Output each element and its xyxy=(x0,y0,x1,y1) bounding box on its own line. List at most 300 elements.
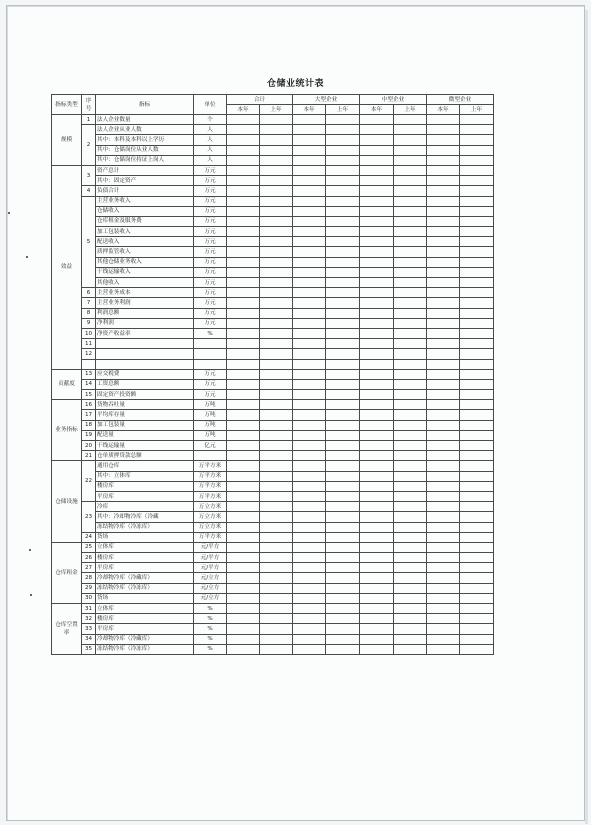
value-cell[interactable] xyxy=(360,278,394,288)
value-cell[interactable] xyxy=(260,359,293,369)
value-cell[interactable] xyxy=(427,390,460,400)
value-cell[interactable] xyxy=(427,288,460,298)
value-cell[interactable] xyxy=(460,227,494,237)
value-cell[interactable] xyxy=(260,237,293,247)
value-cell[interactable] xyxy=(460,145,494,155)
value-cell[interactable] xyxy=(360,410,394,420)
value-cell[interactable] xyxy=(227,369,260,379)
value-cell[interactable] xyxy=(394,186,427,196)
value-cell[interactable] xyxy=(394,155,427,165)
value-cell[interactable] xyxy=(460,115,494,125)
value-cell[interactable] xyxy=(394,257,427,267)
value-cell[interactable] xyxy=(227,288,260,298)
value-cell[interactable] xyxy=(326,135,360,145)
value-cell[interactable] xyxy=(360,165,394,175)
value-cell[interactable] xyxy=(260,512,293,522)
value-cell[interactable] xyxy=(427,461,460,471)
value-cell[interactable] xyxy=(394,145,427,155)
value-cell[interactable] xyxy=(227,349,260,359)
value-cell[interactable] xyxy=(394,390,427,400)
value-cell[interactable] xyxy=(227,532,260,542)
value-cell[interactable] xyxy=(326,441,360,451)
value-cell[interactable] xyxy=(394,491,427,501)
value-cell[interactable] xyxy=(260,288,293,298)
value-cell[interactable] xyxy=(227,624,260,634)
value-cell[interactable] xyxy=(260,247,293,257)
value-cell[interactable] xyxy=(360,267,394,277)
value-cell[interactable] xyxy=(394,461,427,471)
value-cell[interactable] xyxy=(227,227,260,237)
value-cell[interactable] xyxy=(260,583,293,593)
value-cell[interactable] xyxy=(227,298,260,308)
value-cell[interactable] xyxy=(460,481,494,491)
value-cell[interactable] xyxy=(427,614,460,624)
value-cell[interactable] xyxy=(427,298,460,308)
value-cell[interactable] xyxy=(460,624,494,634)
value-cell[interactable] xyxy=(260,339,293,349)
value-cell[interactable] xyxy=(460,308,494,318)
value-cell[interactable] xyxy=(460,257,494,267)
value-cell[interactable] xyxy=(360,206,394,216)
value-cell[interactable] xyxy=(227,359,260,369)
value-cell[interactable] xyxy=(360,593,394,603)
value-cell[interactable] xyxy=(427,176,460,186)
value-cell[interactable] xyxy=(394,542,427,552)
value-cell[interactable] xyxy=(427,624,460,634)
value-cell[interactable] xyxy=(326,512,360,522)
value-cell[interactable] xyxy=(227,145,260,155)
value-cell[interactable] xyxy=(227,451,260,461)
value-cell[interactable] xyxy=(427,491,460,501)
value-cell[interactable] xyxy=(326,196,360,206)
value-cell[interactable] xyxy=(460,176,494,186)
value-cell[interactable] xyxy=(394,481,427,491)
value-cell[interactable] xyxy=(427,196,460,206)
value-cell[interactable] xyxy=(360,400,394,410)
value-cell[interactable] xyxy=(427,512,460,522)
value-cell[interactable] xyxy=(326,522,360,532)
value-cell[interactable] xyxy=(293,573,326,583)
value-cell[interactable] xyxy=(360,196,394,206)
value-cell[interactable] xyxy=(227,410,260,420)
value-cell[interactable] xyxy=(326,339,360,349)
value-cell[interactable] xyxy=(394,410,427,420)
value-cell[interactable] xyxy=(394,644,427,654)
value-cell[interactable] xyxy=(326,553,360,563)
value-cell[interactable] xyxy=(227,379,260,389)
value-cell[interactable] xyxy=(360,461,394,471)
value-cell[interactable] xyxy=(460,400,494,410)
value-cell[interactable] xyxy=(360,532,394,542)
value-cell[interactable] xyxy=(293,278,326,288)
value-cell[interactable] xyxy=(260,125,293,135)
value-cell[interactable] xyxy=(227,512,260,522)
value-cell[interactable] xyxy=(360,542,394,552)
value-cell[interactable] xyxy=(227,328,260,338)
value-cell[interactable] xyxy=(394,522,427,532)
value-cell[interactable] xyxy=(427,502,460,512)
value-cell[interactable] xyxy=(460,471,494,481)
value-cell[interactable] xyxy=(360,237,394,247)
value-cell[interactable] xyxy=(227,614,260,624)
value-cell[interactable] xyxy=(326,644,360,654)
value-cell[interactable] xyxy=(326,237,360,247)
value-cell[interactable] xyxy=(293,176,326,186)
value-cell[interactable] xyxy=(394,451,427,461)
value-cell[interactable] xyxy=(427,644,460,654)
value-cell[interactable] xyxy=(427,634,460,644)
value-cell[interactable] xyxy=(394,227,427,237)
value-cell[interactable] xyxy=(427,553,460,563)
value-cell[interactable] xyxy=(360,624,394,634)
value-cell[interactable] xyxy=(460,430,494,440)
value-cell[interactable] xyxy=(326,471,360,481)
value-cell[interactable] xyxy=(360,186,394,196)
value-cell[interactable] xyxy=(260,176,293,186)
value-cell[interactable] xyxy=(260,634,293,644)
value-cell[interactable] xyxy=(293,369,326,379)
value-cell[interactable] xyxy=(360,308,394,318)
value-cell[interactable] xyxy=(460,583,494,593)
value-cell[interactable] xyxy=(360,257,394,267)
value-cell[interactable] xyxy=(326,369,360,379)
value-cell[interactable] xyxy=(394,593,427,603)
value-cell[interactable] xyxy=(427,420,460,430)
value-cell[interactable] xyxy=(260,390,293,400)
value-cell[interactable] xyxy=(260,604,293,614)
value-cell[interactable] xyxy=(293,491,326,501)
value-cell[interactable] xyxy=(260,145,293,155)
value-cell[interactable] xyxy=(260,451,293,461)
value-cell[interactable] xyxy=(260,308,293,318)
value-cell[interactable] xyxy=(293,563,326,573)
value-cell[interactable] xyxy=(326,563,360,573)
value-cell[interactable] xyxy=(293,247,326,257)
value-cell[interactable] xyxy=(427,227,460,237)
value-cell[interactable] xyxy=(260,379,293,389)
value-cell[interactable] xyxy=(360,115,394,125)
value-cell[interactable] xyxy=(394,604,427,614)
value-cell[interactable] xyxy=(360,349,394,359)
value-cell[interactable] xyxy=(427,328,460,338)
value-cell[interactable] xyxy=(326,115,360,125)
value-cell[interactable] xyxy=(394,471,427,481)
value-cell[interactable] xyxy=(260,369,293,379)
value-cell[interactable] xyxy=(260,267,293,277)
value-cell[interactable] xyxy=(360,441,394,451)
value-cell[interactable] xyxy=(293,512,326,522)
value-cell[interactable] xyxy=(394,400,427,410)
value-cell[interactable] xyxy=(326,176,360,186)
value-cell[interactable] xyxy=(260,328,293,338)
value-cell[interactable] xyxy=(293,165,326,175)
value-cell[interactable] xyxy=(293,186,326,196)
value-cell[interactable] xyxy=(427,532,460,542)
value-cell[interactable] xyxy=(293,155,326,165)
value-cell[interactable] xyxy=(394,512,427,522)
value-cell[interactable] xyxy=(326,532,360,542)
value-cell[interactable] xyxy=(360,390,394,400)
value-cell[interactable] xyxy=(460,512,494,522)
value-cell[interactable] xyxy=(326,542,360,552)
value-cell[interactable] xyxy=(394,247,427,257)
value-cell[interactable] xyxy=(326,410,360,420)
value-cell[interactable] xyxy=(427,563,460,573)
value-cell[interactable] xyxy=(326,491,360,501)
value-cell[interactable] xyxy=(427,573,460,583)
value-cell[interactable] xyxy=(427,257,460,267)
value-cell[interactable] xyxy=(260,216,293,226)
value-cell[interactable] xyxy=(427,379,460,389)
value-cell[interactable] xyxy=(227,420,260,430)
value-cell[interactable] xyxy=(260,563,293,573)
value-cell[interactable] xyxy=(293,532,326,542)
value-cell[interactable] xyxy=(326,481,360,491)
value-cell[interactable] xyxy=(360,359,394,369)
value-cell[interactable] xyxy=(227,237,260,247)
value-cell[interactable] xyxy=(460,298,494,308)
value-cell[interactable] xyxy=(227,155,260,165)
value-cell[interactable] xyxy=(227,644,260,654)
value-cell[interactable] xyxy=(326,288,360,298)
value-cell[interactable] xyxy=(394,115,427,125)
value-cell[interactable] xyxy=(460,614,494,624)
value-cell[interactable] xyxy=(460,644,494,654)
value-cell[interactable] xyxy=(360,288,394,298)
value-cell[interactable] xyxy=(326,155,360,165)
value-cell[interactable] xyxy=(326,165,360,175)
value-cell[interactable] xyxy=(460,441,494,451)
value-cell[interactable] xyxy=(427,155,460,165)
value-cell[interactable] xyxy=(227,135,260,145)
value-cell[interactable] xyxy=(293,227,326,237)
value-cell[interactable] xyxy=(460,135,494,145)
value-cell[interactable] xyxy=(293,410,326,420)
value-cell[interactable] xyxy=(293,318,326,328)
value-cell[interactable] xyxy=(427,583,460,593)
value-cell[interactable] xyxy=(360,145,394,155)
value-cell[interactable] xyxy=(427,339,460,349)
value-cell[interactable] xyxy=(427,481,460,491)
value-cell[interactable] xyxy=(394,328,427,338)
value-cell[interactable] xyxy=(360,451,394,461)
value-cell[interactable] xyxy=(293,481,326,491)
value-cell[interactable] xyxy=(326,216,360,226)
value-cell[interactable] xyxy=(260,135,293,145)
value-cell[interactable] xyxy=(260,624,293,634)
value-cell[interactable] xyxy=(326,206,360,216)
value-cell[interactable] xyxy=(394,614,427,624)
value-cell[interactable] xyxy=(394,308,427,318)
value-cell[interactable] xyxy=(394,359,427,369)
value-cell[interactable] xyxy=(460,237,494,247)
value-cell[interactable] xyxy=(227,461,260,471)
value-cell[interactable] xyxy=(460,410,494,420)
value-cell[interactable] xyxy=(326,400,360,410)
value-cell[interactable] xyxy=(427,186,460,196)
value-cell[interactable] xyxy=(360,227,394,237)
value-cell[interactable] xyxy=(427,125,460,135)
value-cell[interactable] xyxy=(394,441,427,451)
value-cell[interactable] xyxy=(394,583,427,593)
value-cell[interactable] xyxy=(260,298,293,308)
value-cell[interactable] xyxy=(260,410,293,420)
value-cell[interactable] xyxy=(427,165,460,175)
value-cell[interactable] xyxy=(260,461,293,471)
value-cell[interactable] xyxy=(227,430,260,440)
value-cell[interactable] xyxy=(460,532,494,542)
value-cell[interactable] xyxy=(326,349,360,359)
value-cell[interactable] xyxy=(227,216,260,226)
value-cell[interactable] xyxy=(260,227,293,237)
value-cell[interactable] xyxy=(460,461,494,471)
value-cell[interactable] xyxy=(460,165,494,175)
value-cell[interactable] xyxy=(360,298,394,308)
value-cell[interactable] xyxy=(360,328,394,338)
value-cell[interactable] xyxy=(394,288,427,298)
value-cell[interactable] xyxy=(360,430,394,440)
value-cell[interactable] xyxy=(394,532,427,542)
value-cell[interactable] xyxy=(360,502,394,512)
value-cell[interactable] xyxy=(360,644,394,654)
value-cell[interactable] xyxy=(326,379,360,389)
value-cell[interactable] xyxy=(394,196,427,206)
value-cell[interactable] xyxy=(326,604,360,614)
value-cell[interactable] xyxy=(260,257,293,267)
value-cell[interactable] xyxy=(260,186,293,196)
value-cell[interactable] xyxy=(460,502,494,512)
value-cell[interactable] xyxy=(326,502,360,512)
value-cell[interactable] xyxy=(460,196,494,206)
value-cell[interactable] xyxy=(227,583,260,593)
value-cell[interactable] xyxy=(260,420,293,430)
value-cell[interactable] xyxy=(394,634,427,644)
value-cell[interactable] xyxy=(227,471,260,481)
value-cell[interactable] xyxy=(227,308,260,318)
value-cell[interactable] xyxy=(427,430,460,440)
value-cell[interactable] xyxy=(293,216,326,226)
value-cell[interactable] xyxy=(427,206,460,216)
value-cell[interactable] xyxy=(394,318,427,328)
value-cell[interactable] xyxy=(460,563,494,573)
value-cell[interactable] xyxy=(360,420,394,430)
value-cell[interactable] xyxy=(260,196,293,206)
value-cell[interactable] xyxy=(394,420,427,430)
value-cell[interactable] xyxy=(227,278,260,288)
value-cell[interactable] xyxy=(227,206,260,216)
value-cell[interactable] xyxy=(460,420,494,430)
value-cell[interactable] xyxy=(260,155,293,165)
value-cell[interactable] xyxy=(260,165,293,175)
value-cell[interactable] xyxy=(360,614,394,624)
value-cell[interactable] xyxy=(394,502,427,512)
value-cell[interactable] xyxy=(427,593,460,603)
value-cell[interactable] xyxy=(427,267,460,277)
value-cell[interactable] xyxy=(293,420,326,430)
value-cell[interactable] xyxy=(293,624,326,634)
value-cell[interactable] xyxy=(293,267,326,277)
value-cell[interactable] xyxy=(227,573,260,583)
value-cell[interactable] xyxy=(293,339,326,349)
value-cell[interactable] xyxy=(293,196,326,206)
value-cell[interactable] xyxy=(427,135,460,145)
value-cell[interactable] xyxy=(326,593,360,603)
value-cell[interactable] xyxy=(427,308,460,318)
value-cell[interactable] xyxy=(293,502,326,512)
value-cell[interactable] xyxy=(427,359,460,369)
value-cell[interactable] xyxy=(326,430,360,440)
value-cell[interactable] xyxy=(260,522,293,532)
value-cell[interactable] xyxy=(293,614,326,624)
value-cell[interactable] xyxy=(260,430,293,440)
value-cell[interactable] xyxy=(293,125,326,135)
value-cell[interactable] xyxy=(260,206,293,216)
value-cell[interactable] xyxy=(360,634,394,644)
value-cell[interactable] xyxy=(360,512,394,522)
value-cell[interactable] xyxy=(326,461,360,471)
value-cell[interactable] xyxy=(427,410,460,420)
value-cell[interactable] xyxy=(293,471,326,481)
value-cell[interactable] xyxy=(293,135,326,145)
value-cell[interactable] xyxy=(293,542,326,552)
value-cell[interactable] xyxy=(460,542,494,552)
value-cell[interactable] xyxy=(260,532,293,542)
value-cell[interactable] xyxy=(293,359,326,369)
value-cell[interactable] xyxy=(394,216,427,226)
value-cell[interactable] xyxy=(326,359,360,369)
value-cell[interactable] xyxy=(260,278,293,288)
value-cell[interactable] xyxy=(460,634,494,644)
value-cell[interactable] xyxy=(326,318,360,328)
value-cell[interactable] xyxy=(460,359,494,369)
value-cell[interactable] xyxy=(260,400,293,410)
value-cell[interactable] xyxy=(360,553,394,563)
value-cell[interactable] xyxy=(427,247,460,257)
value-cell[interactable] xyxy=(260,502,293,512)
value-cell[interactable] xyxy=(460,369,494,379)
value-cell[interactable] xyxy=(293,349,326,359)
value-cell[interactable] xyxy=(293,583,326,593)
value-cell[interactable] xyxy=(427,216,460,226)
value-cell[interactable] xyxy=(293,298,326,308)
value-cell[interactable] xyxy=(360,481,394,491)
value-cell[interactable] xyxy=(460,349,494,359)
value-cell[interactable] xyxy=(326,390,360,400)
value-cell[interactable] xyxy=(260,573,293,583)
value-cell[interactable] xyxy=(360,247,394,257)
value-cell[interactable] xyxy=(427,400,460,410)
value-cell[interactable] xyxy=(227,634,260,644)
value-cell[interactable] xyxy=(326,267,360,277)
value-cell[interactable] xyxy=(460,278,494,288)
value-cell[interactable] xyxy=(326,420,360,430)
value-cell[interactable] xyxy=(326,614,360,624)
value-cell[interactable] xyxy=(394,369,427,379)
value-cell[interactable] xyxy=(293,430,326,440)
value-cell[interactable] xyxy=(460,593,494,603)
value-cell[interactable] xyxy=(260,644,293,654)
value-cell[interactable] xyxy=(394,267,427,277)
value-cell[interactable] xyxy=(227,125,260,135)
value-cell[interactable] xyxy=(293,379,326,389)
value-cell[interactable] xyxy=(260,542,293,552)
value-cell[interactable] xyxy=(326,583,360,593)
value-cell[interactable] xyxy=(227,318,260,328)
value-cell[interactable] xyxy=(227,196,260,206)
value-cell[interactable] xyxy=(427,471,460,481)
value-cell[interactable] xyxy=(293,634,326,644)
value-cell[interactable] xyxy=(460,318,494,328)
